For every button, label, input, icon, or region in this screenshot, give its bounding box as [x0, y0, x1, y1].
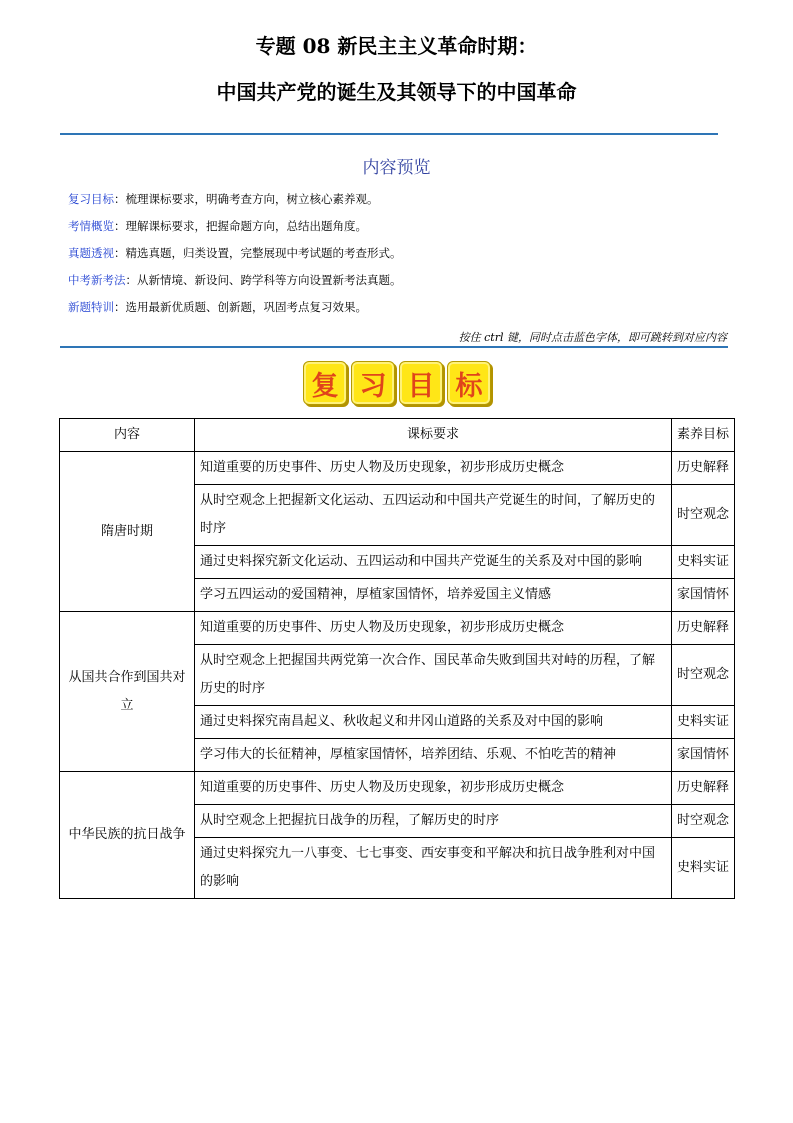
section-banner: [303, 361, 491, 405]
banner-char: 标: [447, 361, 491, 405]
preview-heading: 内容预览: [362, 158, 431, 178]
header-requirement: 课标要求: [195, 419, 672, 452]
literacy-cell: 时空观念: [672, 485, 735, 546]
objectives-table: [59, 418, 735, 899]
preview-item[interactable]: [68, 192, 402, 219]
literacy-cell: 史料实证: [672, 706, 735, 739]
requirement-cell: 通过史料探究九一八事变、七七事变、西安事变和平解决和抗日战争胜利对中国的影响: [195, 838, 672, 899]
preview-item-text: ：梳理课标要求，明确考查方向，树立核心素养观。: [114, 192, 379, 206]
requirement-cell: 学习伟大的长征精神，厚植家国情怀，培养团结、乐观、不怕吃苦的精神: [195, 739, 672, 772]
literacy-cell: 时空观念: [672, 645, 735, 706]
preview-item[interactable]: [68, 273, 402, 300]
literacy-cell: 家国情怀: [672, 579, 735, 612]
preview-item-text: ：从新情境、新设问、跨学科等方向设置新考法真题。: [125, 273, 402, 287]
literacy-cell: 历史解释: [672, 452, 735, 485]
preview-item-text: ：理解课标要求，把握命题方向，总结出题角度。: [114, 219, 367, 233]
header-content: 内容: [60, 419, 195, 452]
navigation-hint: 按住 ctrl 键，同时点击蓝色字体，即可跳转到对应内容: [458, 331, 727, 344]
preview-item-text: ：选用最新优质题、创新题，巩固考点复习效果。: [114, 300, 367, 314]
divider-bottom: [60, 346, 728, 348]
preview-item-text: ：精选真题，归类设置，完整展现中考试题的考查形式。: [114, 246, 402, 260]
preview-link-new-training[interactable]: 新题特训: [68, 300, 114, 314]
requirement-cell: 学习五四运动的爱国精神，厚植家国情怀，培养爱国主义情感: [195, 579, 672, 612]
requirement-cell: 通过史料探究新文化运动、五四运动和中国共产党诞生的关系及对中国的影响: [195, 546, 672, 579]
divider-top: [60, 133, 718, 135]
preview-link-real-questions[interactable]: 真题透视: [68, 246, 114, 260]
literacy-cell: 历史解释: [672, 612, 735, 645]
table-header-row: [60, 419, 735, 452]
preview-link-new-methods[interactable]: 中考新考法: [68, 273, 126, 287]
literacy-cell: 史料实证: [672, 546, 735, 579]
document-title-line1: 专题 08 新民主主义革命时期：: [255, 34, 538, 58]
requirement-cell: 知道重要的历史事件、历史人物及历史现象，初步形成历史概念: [195, 452, 672, 485]
literacy-cell: 史料实证: [672, 838, 735, 899]
literacy-cell: 时空观念: [672, 805, 735, 838]
document-title-line2: 中国共产党的诞生及其领导下的中国革命: [216, 80, 577, 104]
preview-link-exam-overview[interactable]: 考情概览: [68, 219, 114, 233]
table-row: [60, 452, 735, 485]
banner-char: 复: [303, 361, 347, 405]
requirement-cell: 从时空观念上把握国共两党第一次合作、国民革命失败到国共对峙的历程，了解历史的时序: [195, 645, 672, 706]
table-row: [60, 612, 735, 645]
category-cell: 从国共合作到国共对立: [60, 612, 195, 772]
table-row: [60, 772, 735, 805]
requirement-cell: 知道重要的历史事件、历史人物及历史现象，初步形成历史概念: [195, 772, 672, 805]
category-cell: 隋唐时期: [60, 452, 195, 612]
requirement-cell: 知道重要的历史事件、历史人物及历史现象，初步形成历史概念: [195, 612, 672, 645]
banner-char: 习: [351, 361, 395, 405]
category-cell: 中华民族的抗日战争: [60, 772, 195, 899]
preview-item[interactable]: [68, 300, 402, 327]
preview-item[interactable]: [68, 219, 402, 246]
requirement-cell: 从时空观念上把握抗日战争的历程，了解历史的时序: [195, 805, 672, 838]
preview-list: [68, 192, 402, 327]
literacy-cell: 历史解释: [672, 772, 735, 805]
header-literacy: 素养目标: [672, 419, 735, 452]
preview-link-review-goals[interactable]: 复习目标: [68, 192, 114, 206]
requirement-cell: 从时空观念上把握新文化运动、五四运动和中国共产党诞生的时间，了解历史的时序: [195, 485, 672, 546]
preview-item[interactable]: [68, 246, 402, 273]
requirement-cell: 通过史料探究南昌起义、秋收起义和井冈山道路的关系及对中国的影响: [195, 706, 672, 739]
banner-char: 目: [399, 361, 443, 405]
literacy-cell: 家国情怀: [672, 739, 735, 772]
